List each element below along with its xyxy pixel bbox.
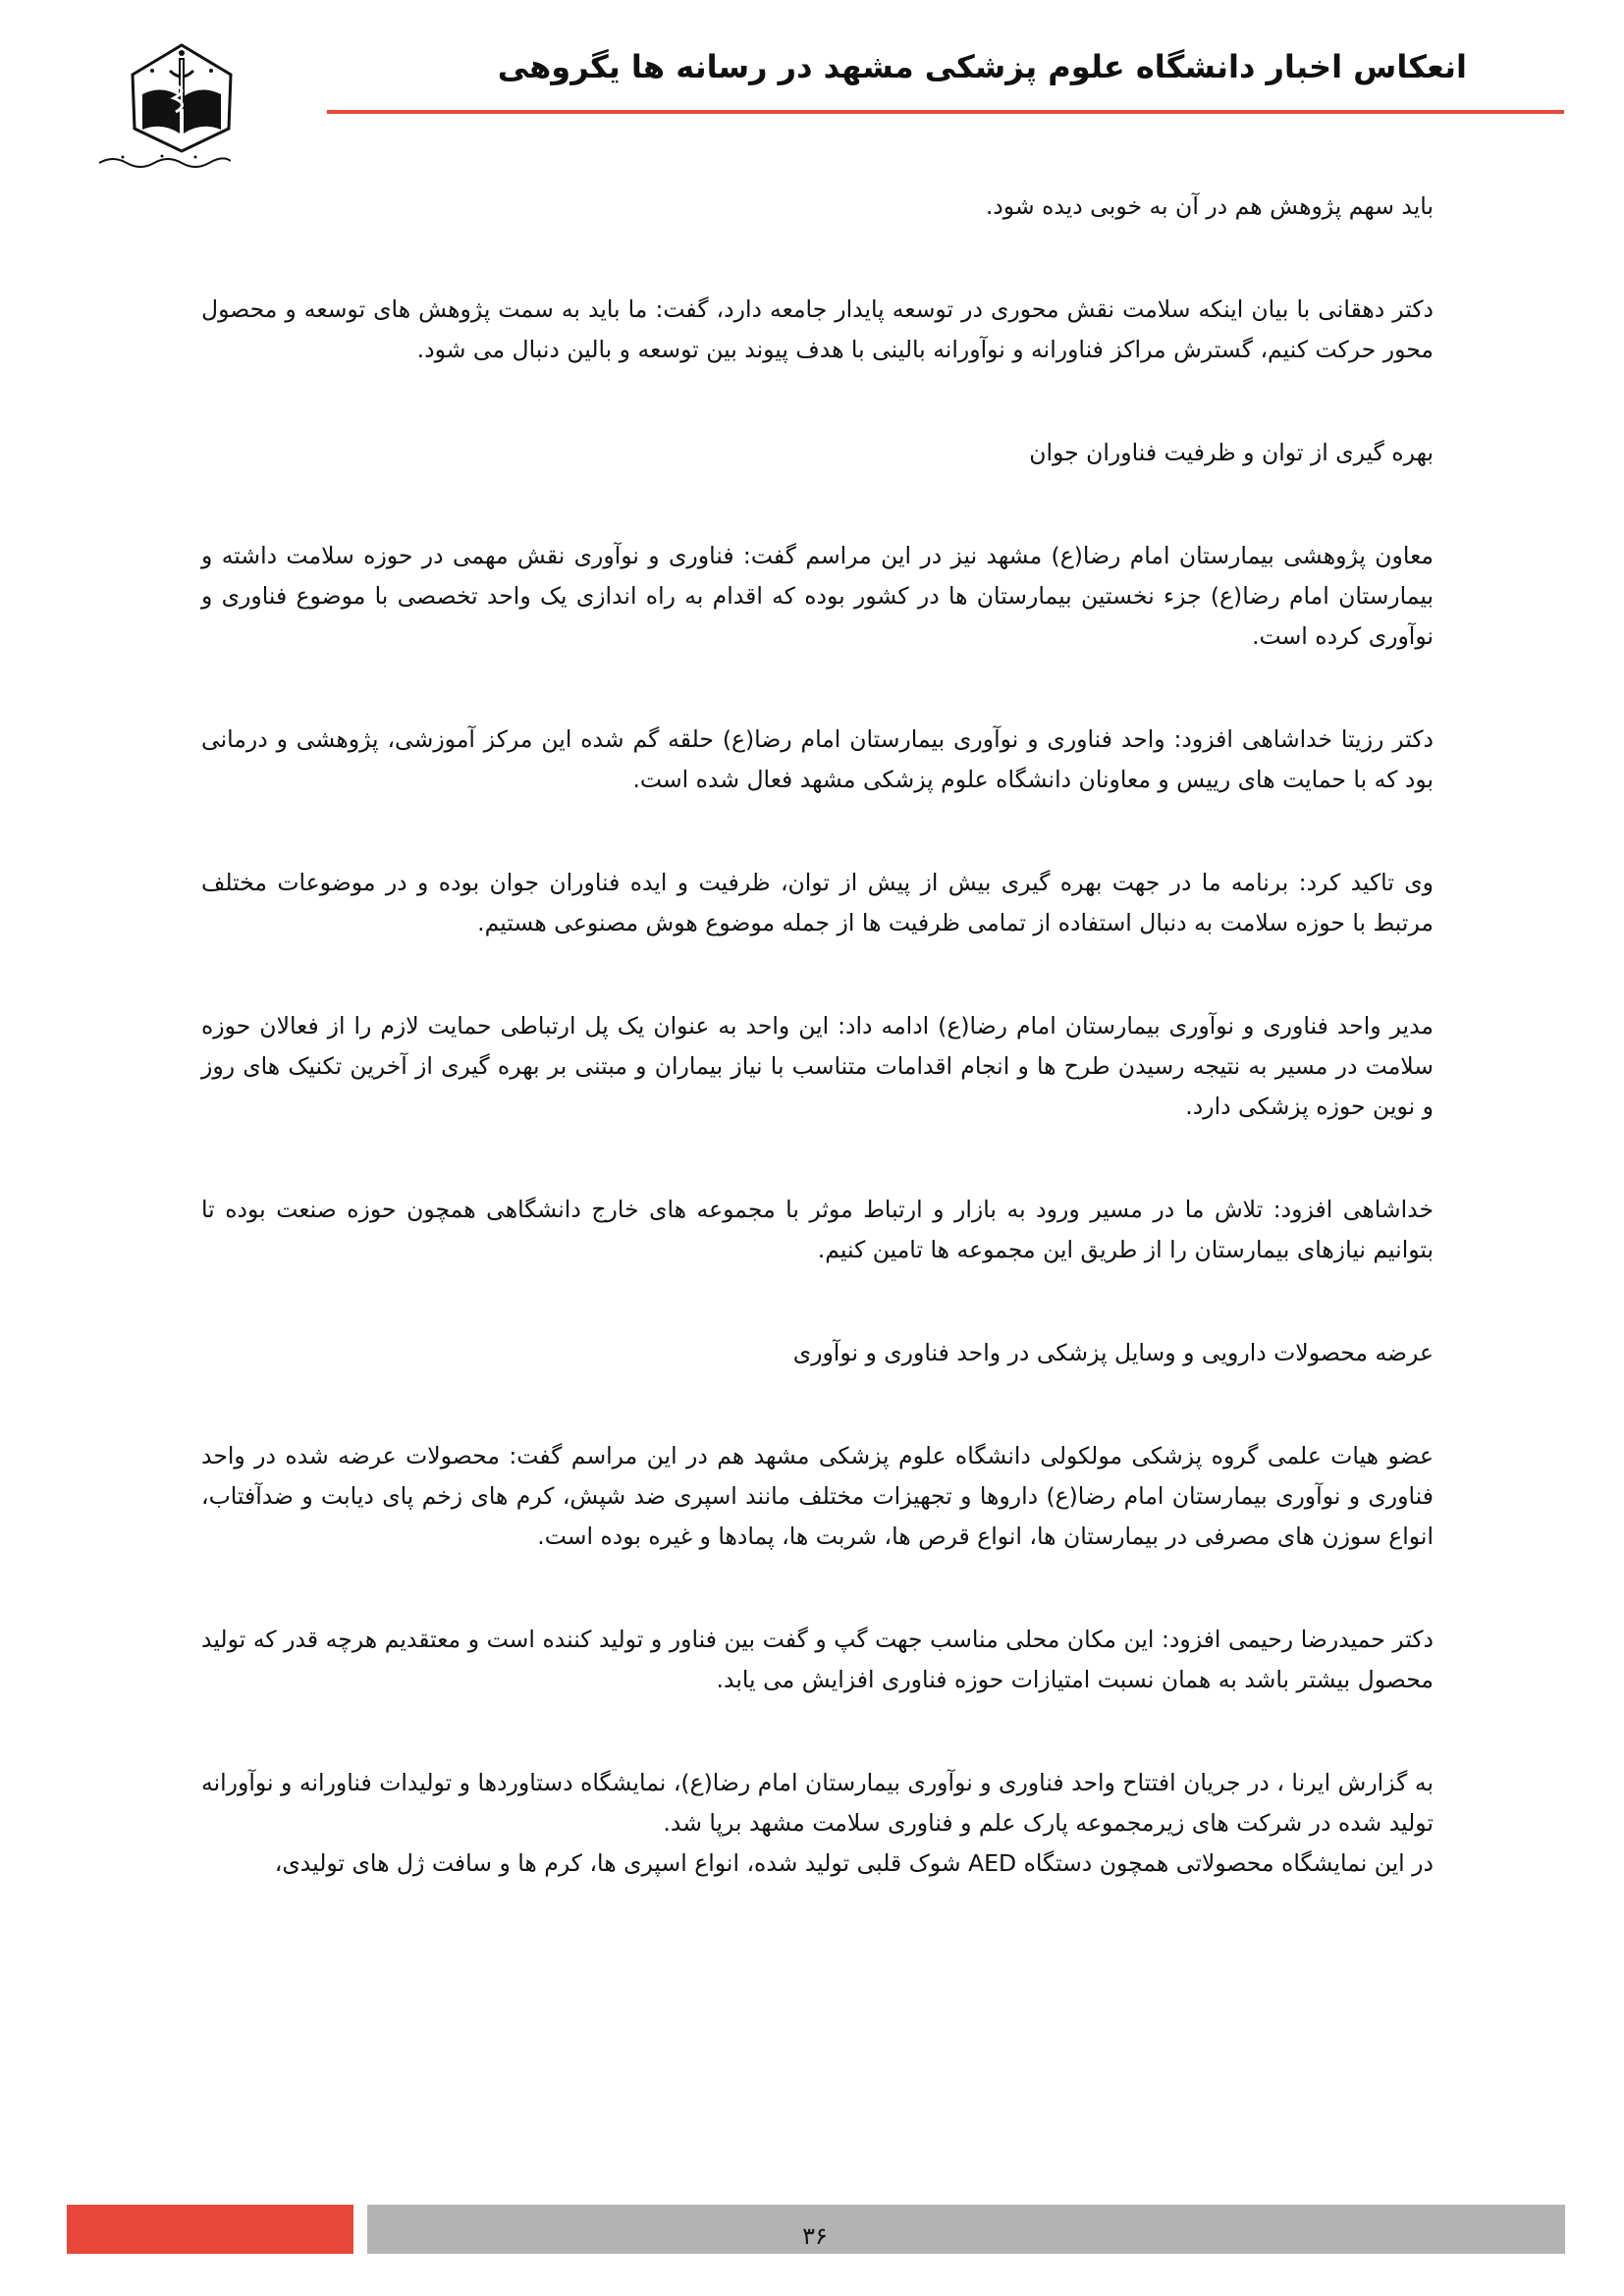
section-heading-young-innovators: بهره گیری از توان و ظرفیت فناوران جوان: [1029, 439, 1434, 466]
footer-grey-bar: [367, 2205, 1565, 2254]
university-logo: [113, 35, 250, 173]
footer-accent-bar: [67, 2205, 353, 2254]
paragraph-4: معاون پژوهشی بیمارستان امام رضا(ع) مشهد نیز در این مراسم گفت: فناوری و نوآوری نقش مهمی در حوزه سلامت داشته و بیمارستان امام رضا(ع) جزء نخستین بیمارستان ها در کشور بوده که اقدام به راه اندازی یک واحد تخصصی با موضوع فناوری و نوآوری کرده است.: [201, 542, 1434, 650]
paragraph-13: در این نمایشگاه محصولاتی همچون دستگاه AED شوک قلبی تولید شده، انواع اسپری ها، کرم ها و سافت ژل های تولیدی،: [274, 1849, 1434, 1877]
page-number: ۳۶: [802, 2222, 828, 2250]
article-body: [201, 187, 1434, 1884]
paragraph-8: خداشاهی افزود: تلاش ما در مسیر ورود به بازار و ارتباط موثر با مجموعه های خارج دانشگاهی همچون حوزه صنعت بوده تا بتوانیم نیازهای بیمارستان را از طریق این مجموعه ها تامین کنیم.: [201, 1196, 1434, 1263]
paragraph-11: دکتر حمیدرضا رحیمی افزود: این مکان محلی مناسب جهت گپ و گفت بین فناور و تولید کننده است و معتقدیم هرچه قدر که تولید محصول بیشتر باشد به همان نسبت امتیازات حوزه فناوری افزایش می یابد.: [201, 1626, 1434, 1693]
logo-caption-script: [93, 151, 231, 171]
paragraph-1: باید سهم پژوهش هم در آن به خوبی دیده شود.: [985, 192, 1434, 220]
paragraph-2: دکتر دهقانی با بیان اینکه سلامت نقش محوری در توسعه پایدار جامعه دارد، گفت: ما باید به سمت پژوهش های توسعه و محصول محور حرکت کنیم، گسترش مراکز فناورانه و نوآورانه بالینی با هدف پیوند بین توسعه و بالین دنبال می شود.: [201, 295, 1434, 363]
section-heading-product-exhibit: عرضه محصولات دارویی و وسایل پزشکی در واحد فناوری و نوآوری: [792, 1339, 1434, 1366]
paragraph-12: به گزارش ایرنا ، در جریان افتتاح واحد فناوری و نوآوری بیمارستان امام رضا(ع)، نمایشگاه دستاوردها و تولیدات فناورانه و نوآورانه تولید شده در شرکت های زیرمجموعه پارک علم و فناوری سلامت مشهد برپا شد.: [201, 1769, 1434, 1837]
header-rule: [327, 110, 1564, 114]
page-header-title: انعکاس اخبار دانشگاه علوم پزشکی مشهد در رسانه ها یگروهی: [497, 48, 1467, 85]
paragraph-5: دکتر رزیتا خداشاهی افزود: واحد فناوری و نوآوری بیمارستان امام رضا(ع) حلقه گم شده این مرکز آموزشی، پژوهشی و درمانی بود که با حمایت های رییس و معاونان دانشگاه علوم پزشکی مشهد فعال شده است.: [201, 725, 1434, 793]
paragraph-7: مدیر واحد فناوری و نوآوری بیمارستان امام رضا(ع) ادامه داد: این واحد به عنوان یک پل ارتباطی حمایت لازم را از فعالان حوزه سلامت در مسیر به نتیجه رسیدن طرح ها و انجام اقدامات متناسب با نیاز بیماران و مبتنی بر بهره گیری از آخرین تکنیک های روز و نوین حوزه پزشکی دارد.: [201, 1012, 1434, 1120]
paragraph-6: وی تاکید کرد: برنامه ما در جهت بهره گیری بیش از پیش از توان، ظرفیت و ایده فناوران جوان بوده و در موضوعات مختلف مرتبط با حوزه سلامت به دنبال استفاده از تمامی ظرفیت ها از جمله موضوع هوش مصنوعی هستیم.: [201, 869, 1434, 936]
paragraph-10: عضو هیات علمی گروه پزشکی مولکولی دانشگاه علوم پزشکی مشهد هم در این مراسم گفت: محصولات عرضه شده در واحد فناوری و نوآوری بیمارستان امام رضا(ع) داروها و تجهیزات مختلف مانند اسپری ضد شپش، کرم های زخم پای دیابت و ضدآفتاب، انواع سوزن های مصرفی در بیمارستان ها، انواع قرص ها، شربت ها، پمادها و غیره بوده است.: [201, 1442, 1434, 1550]
